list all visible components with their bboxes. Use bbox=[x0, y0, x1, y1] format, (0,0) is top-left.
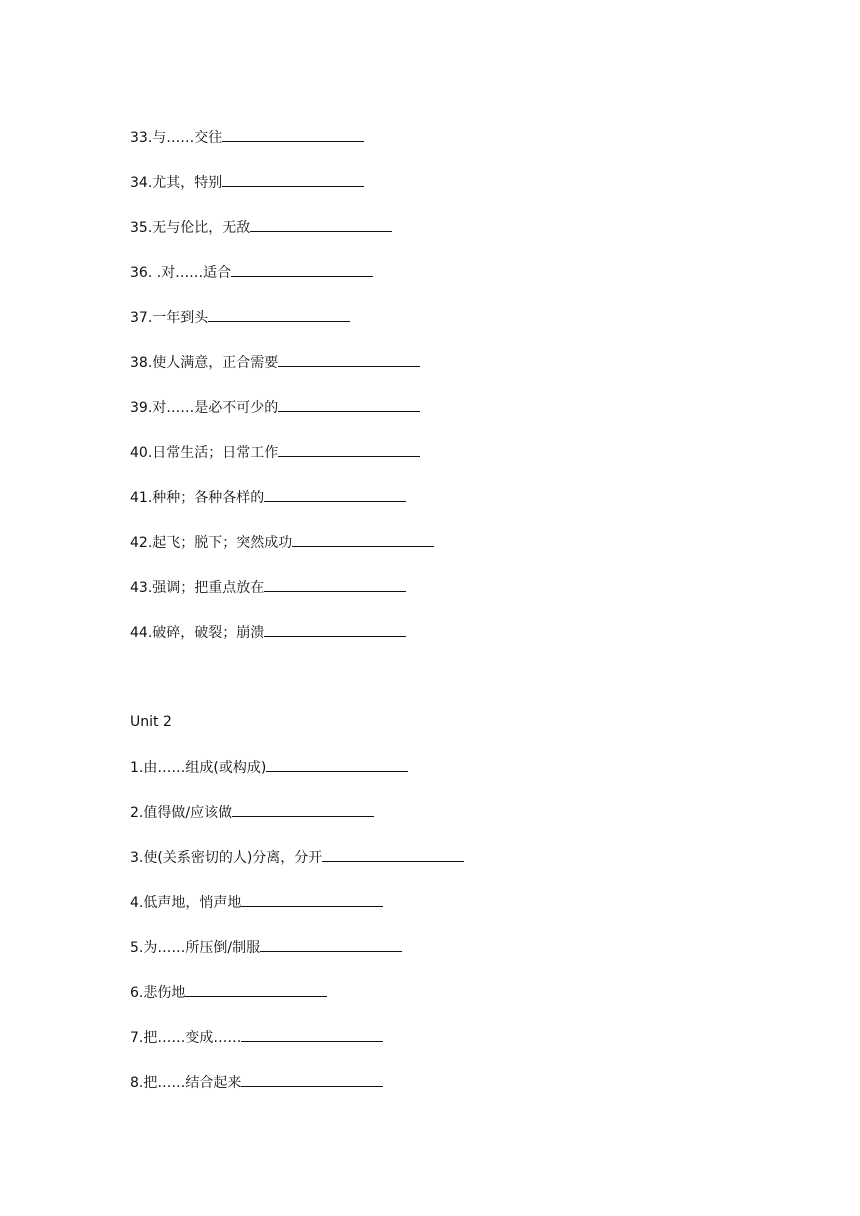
exercise-line-34 bbox=[130, 172, 830, 192]
exercise-line-35 bbox=[130, 217, 830, 237]
exercise-line-4 bbox=[130, 892, 830, 912]
answer-blank bbox=[322, 847, 464, 862]
exercise-prompt: 33.与……交往 bbox=[130, 130, 223, 146]
answer-blank bbox=[232, 802, 374, 817]
answer-blank bbox=[241, 892, 383, 907]
answer-blank bbox=[241, 1072, 383, 1087]
answer-blank bbox=[185, 982, 327, 997]
answer-blank bbox=[266, 757, 408, 772]
answer-blank bbox=[264, 577, 406, 592]
exercise-prompt: 39.对……是必不可少的 bbox=[130, 400, 279, 416]
answer-blank bbox=[292, 532, 434, 547]
exercise-prompt: 36. .对……适合 bbox=[130, 265, 232, 281]
answer-blank bbox=[278, 397, 420, 412]
answer-blank bbox=[222, 172, 364, 187]
exercise-line-42 bbox=[130, 532, 830, 552]
exercise-prompt: 8.把……结合起来 bbox=[130, 1075, 242, 1091]
exercise-line-8 bbox=[130, 1072, 830, 1092]
answer-blank bbox=[222, 127, 364, 142]
exercise-prompt: 41.种种；各种各样的 bbox=[130, 490, 265, 506]
exercise-line-39 bbox=[130, 397, 830, 417]
answer-blank bbox=[208, 307, 350, 322]
exercise-prompt: 44.破碎，破裂；崩溃 bbox=[130, 625, 265, 641]
section-heading: Unit 2 bbox=[130, 714, 172, 730]
exercise-line-44 bbox=[130, 622, 830, 642]
exercise-prompt: 4.低声地，悄声地 bbox=[130, 895, 242, 911]
exercise-prompt: 43.强调；把重点放在 bbox=[130, 580, 265, 596]
answer-blank bbox=[264, 622, 406, 637]
exercise-line-6 bbox=[130, 982, 830, 1002]
section-unit2 bbox=[130, 712, 830, 1092]
exercise-prompt: 3.使(关系密切的人)分离，分开 bbox=[130, 850, 323, 866]
exercise-prompt: 42.起飞；脱下；突然成功 bbox=[130, 535, 293, 551]
exercise-prompt: 7.把……变成…… bbox=[130, 1030, 242, 1046]
exercise-line-40 bbox=[130, 442, 830, 462]
exercise-line-1 bbox=[130, 757, 830, 777]
exercise-line-41 bbox=[130, 487, 830, 507]
exercise-line-2 bbox=[130, 802, 830, 822]
answer-blank bbox=[241, 1027, 383, 1042]
section-unit1-continued bbox=[130, 127, 830, 642]
exercise-prompt: 5.为……所压倒/制服 bbox=[130, 940, 261, 956]
answer-blank bbox=[250, 217, 392, 232]
exercise-prompt: 40.日常生活；日常工作 bbox=[130, 445, 279, 461]
exercise-line-37 bbox=[130, 307, 830, 327]
exercise-prompt: 35.无与伦比，无敌 bbox=[130, 220, 251, 236]
exercise-line-43 bbox=[130, 577, 830, 597]
exercise-line-5 bbox=[130, 937, 830, 957]
exercise-line-3 bbox=[130, 847, 830, 867]
exercise-prompt: 2.值得做/应该做 bbox=[130, 805, 233, 821]
answer-blank bbox=[260, 937, 402, 952]
exercise-line-33 bbox=[130, 127, 830, 147]
exercise-prompt: 34.尤其，特别 bbox=[130, 175, 223, 191]
exercise-prompt: 1.由……组成(或构成) bbox=[130, 760, 267, 776]
answer-blank bbox=[231, 262, 373, 277]
exercise-line-36 bbox=[130, 262, 830, 282]
exercise-prompt: 37.一年到头 bbox=[130, 310, 209, 326]
section-spacer bbox=[130, 667, 830, 712]
exercise-line-38 bbox=[130, 352, 830, 372]
answer-blank bbox=[278, 352, 420, 367]
answer-blank bbox=[278, 442, 420, 457]
answer-blank bbox=[264, 487, 406, 502]
worksheet-page bbox=[130, 127, 830, 1117]
exercise-line-7 bbox=[130, 1027, 830, 1047]
exercise-prompt: 6.悲伤地 bbox=[130, 985, 186, 1001]
exercise-prompt: 38.使人满意，正合需要 bbox=[130, 355, 279, 371]
